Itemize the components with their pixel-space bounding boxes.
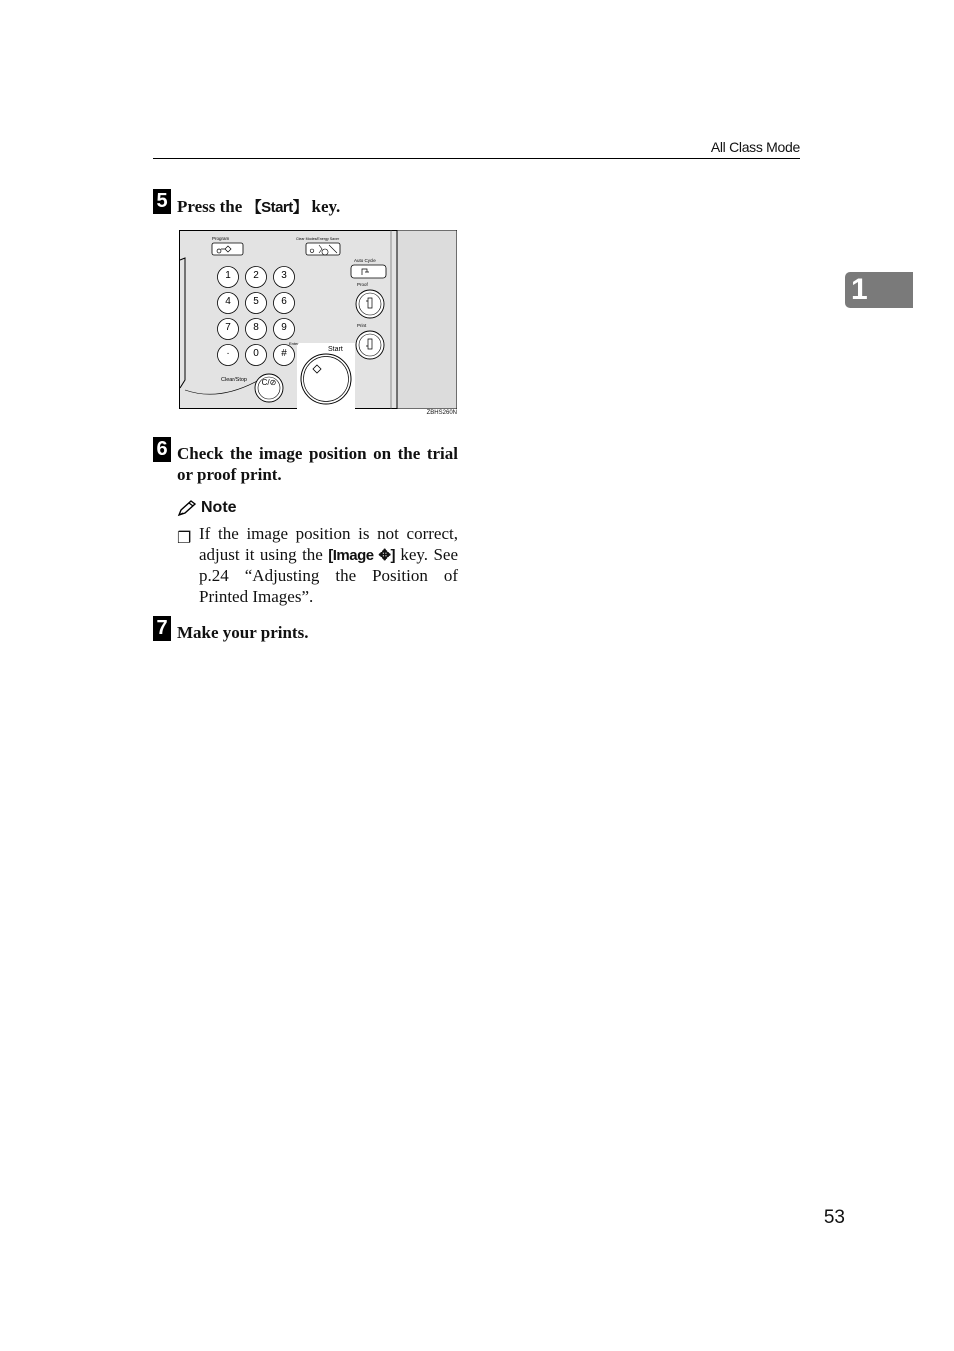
- auto-cycle-label: Auto Cycle: [354, 258, 376, 263]
- key-8-label: 8: [253, 322, 259, 333]
- step-number-6: 6: [153, 437, 171, 462]
- chapter-tab: 1: [845, 272, 913, 308]
- key-6-label: 6: [281, 296, 287, 307]
- step7-instruction: Make your prints.: [177, 623, 309, 642]
- note-text-post: key. See p.24 “Adjusting the Position of Printed Images”.: [199, 544, 458, 606]
- key-2-label: 2: [253, 270, 259, 281]
- enter-label: Enter: [289, 341, 299, 346]
- step5-instruction: [177, 196, 340, 217]
- clear-stop-key-label: C/⊘: [261, 378, 277, 387]
- step-number-5: 5: [153, 189, 171, 214]
- key-1-label: 1: [225, 270, 231, 281]
- key-hash-label: #: [281, 348, 287, 359]
- program-button[interactable]: [212, 243, 243, 255]
- clear-modes-label: Clear Modes/Energy Saver: [296, 237, 340, 241]
- key-5-label: 5: [253, 296, 259, 307]
- step5-text-post: key.: [307, 197, 341, 216]
- key-7-label: 7: [225, 322, 231, 333]
- proof-button[interactable]: [356, 290, 384, 318]
- print-label: Print: [357, 323, 367, 328]
- start-label: Start: [328, 346, 343, 353]
- key-3-label: 3: [281, 270, 287, 281]
- step-number-7: 7: [153, 616, 171, 641]
- key-9-label: 9: [281, 322, 287, 333]
- print-button[interactable]: [356, 331, 384, 359]
- key-dot-label: ·: [226, 348, 230, 359]
- start-button[interactable]: [301, 354, 351, 404]
- note-title: Note: [201, 499, 237, 516]
- program-label: Program: [212, 236, 230, 241]
- step6-instruction: Check the image position on the trial or proof print.: [177, 444, 458, 484]
- pencil-icon: [177, 500, 197, 517]
- note-text: [199, 524, 458, 607]
- image-key-label: [Image ✥]: [328, 546, 395, 564]
- step5-text-pre: Press the: [177, 197, 247, 216]
- key-0-label: 0: [253, 348, 259, 359]
- note-heading: [177, 499, 237, 517]
- clear-stop-label: Clear/Stop: [221, 377, 247, 383]
- running-header: All Class Mode: [710, 139, 800, 155]
- figure-code: ZBHS260N: [426, 410, 457, 416]
- checkbox-bullet-icon: ❐: [177, 530, 192, 547]
- proof-label: Proof: [357, 282, 368, 287]
- header-rule: [153, 158, 800, 159]
- note-text-pre: If the image position is not correct, adjust it using the: [199, 524, 458, 564]
- start-key-label: 【Start】: [246, 199, 308, 216]
- auto-cycle-button[interactable]: [351, 265, 386, 278]
- page-number: 53: [823, 1207, 845, 1228]
- control-panel-illustration: [179, 230, 457, 410]
- key-4-label: 4: [225, 296, 231, 307]
